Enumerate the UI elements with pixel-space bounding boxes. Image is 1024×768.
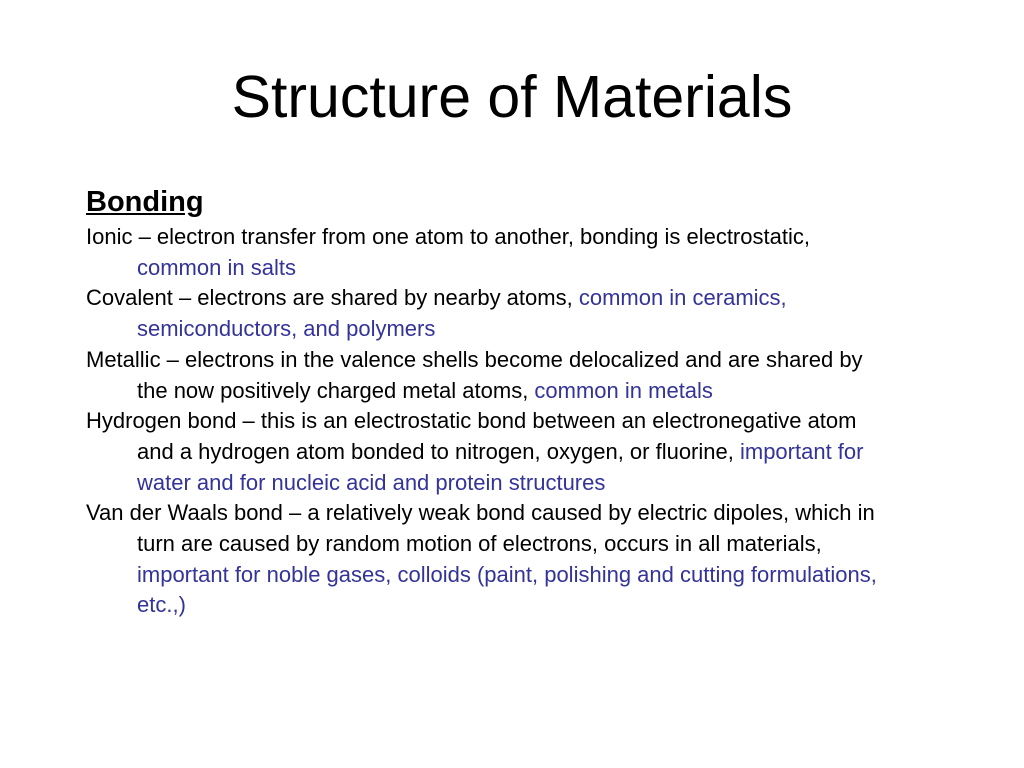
bond-description: Covalent – electrons are shared by nearby atoms, [86, 285, 579, 311]
bond-description: Ionic – electron transfer from one atom to another, bonding is electrostatic, [86, 224, 810, 249]
bond-item-covalent [86, 283, 886, 344]
bond-item-metallic [86, 345, 886, 406]
bond-usage-note: common in ceramics, semiconductors, and polymers [137, 285, 787, 342]
bond-description: Van der Waals bond – a relatively weak bond caused by electric dipoles, which in turn are caused by random motion of electrons, occurs in all materials, [86, 500, 875, 557]
bond-item-hydrogen [86, 406, 886, 498]
bond-description: Metallic – electrons in the valence shells become delocalized and are shared by the now positively charged metal atoms, [86, 346, 863, 403]
bond-usage-note: common in salts [137, 254, 296, 280]
bond-description: Hydrogen bond – this is an electrostatic bond between an electronegative atom and a hydrogen atom bonded to nitrogen, oxygen, or fluorine, [86, 408, 857, 464]
slide-title: Structure of Materials [231, 64, 793, 130]
bond-usage-note: important for water and for nucleic acid and protein structures [137, 438, 864, 495]
bond-item-ionic [86, 222, 886, 283]
section-heading: Bonding [86, 186, 204, 218]
bond-usage-note: important for noble gases, colloids (paint, polishing and cutting formulations, etc.,) [137, 561, 877, 618]
slide-body [86, 184, 886, 621]
bond-item-van-der-waals [86, 498, 886, 621]
bond-usage-note: common in metals [534, 377, 713, 403]
